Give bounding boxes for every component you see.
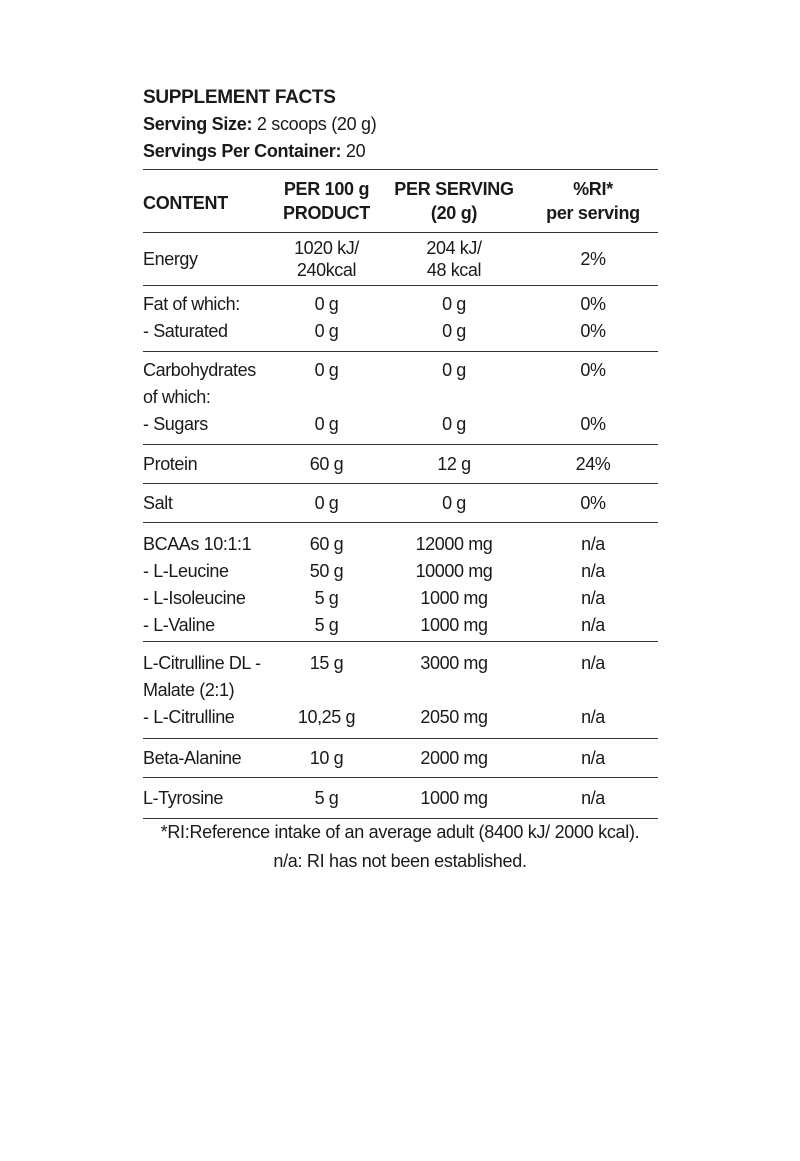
- leucine-ri: n/a: [581, 561, 605, 581]
- table-row: [143, 558, 658, 585]
- empty-cell: [273, 384, 380, 411]
- sugars-perserving: 0 g: [442, 414, 466, 434]
- bcaa-name: BCAAs 10:1:1: [143, 534, 252, 554]
- energy-name: Energy: [143, 248, 198, 269]
- header-per100-line1: PER 100 g: [283, 179, 370, 199]
- carbohydrates-per100: 0 g: [314, 360, 339, 380]
- serving-size-value: 2 scoops (20 g): [256, 114, 377, 134]
- isoleucine-ri: n/a: [581, 588, 605, 608]
- table-row: [143, 357, 658, 384]
- supplement-facts-panel: [143, 84, 658, 819]
- sugars-ri: 0%: [580, 414, 606, 434]
- saturated-per100: 0 g: [314, 321, 339, 341]
- tyrosine-ri: n/a: [581, 787, 605, 808]
- beta-alanine-name: Beta-Alanine: [143, 747, 242, 768]
- sugars-per100: 0 g: [314, 414, 339, 434]
- tyrosine-perserving: 1000 mg: [420, 787, 488, 808]
- carbohydrates-name: Carbohydrates: [143, 360, 256, 380]
- citrulline-malate-name-cont: Malate (2:1): [143, 680, 235, 700]
- table-row: [143, 291, 658, 318]
- valine-name: - L-Valine: [143, 615, 215, 635]
- table-row-carbohydrates: [143, 352, 658, 445]
- energy-perserving: [380, 237, 528, 281]
- tyrosine-name: L-Tyrosine: [143, 787, 224, 808]
- beta-alanine-per100: 10 g: [309, 747, 344, 768]
- saturated-name: - Saturated: [143, 321, 228, 341]
- carbohydrates-perserving: 0 g: [442, 360, 466, 380]
- leucine-name: - L-Leucine: [143, 561, 229, 581]
- empty-cell: [273, 677, 380, 704]
- isoleucine-perserving: 1000 mg: [420, 588, 488, 608]
- salt-ri: 0%: [580, 492, 606, 513]
- beta-alanine-ri: n/a: [581, 747, 605, 768]
- panel-title: SUPPLEMENT FACTS: [143, 87, 336, 108]
- salt-perserving: 0 g: [442, 492, 466, 513]
- energy-ri: 2%: [580, 248, 606, 269]
- citrulline-malate-per100: 15 g: [309, 653, 344, 673]
- salt-per100: 0 g: [314, 492, 339, 513]
- empty-cell: [380, 677, 528, 704]
- header-ri: [528, 170, 658, 232]
- energy-perserving-line1: 204 kJ/: [426, 238, 482, 258]
- header-perserving-line2: (20 g): [430, 203, 478, 223]
- citrulline-perserving: 2050 mg: [420, 707, 488, 727]
- saturated-ri: 0%: [580, 321, 606, 341]
- table-row: [143, 411, 658, 438]
- footnote-ri: *RI:Reference intake of an average adult (8400 kJ/ 2000 kcal).: [160, 822, 640, 842]
- valine-ri: n/a: [581, 615, 605, 635]
- footnote-na: n/a: RI has not been established.: [273, 851, 527, 871]
- beta-alanine-perserving: 2000 mg: [420, 747, 488, 768]
- valine-per100: 5 g: [314, 615, 339, 635]
- servings-per-container: [143, 138, 658, 165]
- table-row-citrulline: [143, 642, 658, 739]
- fat-perserving: 0 g: [442, 294, 466, 314]
- bcaa-ri: n/a: [581, 534, 605, 554]
- carbohydrates-ri: 0%: [580, 360, 606, 380]
- citrulline-name: - L-Citrulline: [143, 707, 235, 727]
- table-row: [143, 384, 658, 411]
- header-ri-line1: %RI*: [573, 179, 613, 199]
- header-perserving-line1: PER SERVING: [394, 179, 514, 199]
- table-row-beta-alanine: [143, 739, 658, 778]
- energy-per100: [273, 237, 380, 281]
- empty-cell: [528, 677, 658, 704]
- header-perserving: [380, 170, 528, 232]
- table-row: [143, 650, 658, 677]
- citrulline-malate-ri: n/a: [581, 653, 605, 673]
- bcaa-per100: 60 g: [309, 534, 344, 554]
- sugars-name: - Sugars: [143, 414, 208, 434]
- table-row-energy: [143, 233, 658, 286]
- energy-per100-line1: 1020 kJ/: [294, 238, 359, 258]
- table-row-salt: [143, 484, 658, 523]
- table-row: [143, 318, 658, 345]
- fat-ri: 0%: [580, 294, 606, 314]
- table-row: [143, 612, 658, 639]
- citrulline-malate-perserving: 3000 mg: [420, 653, 488, 673]
- leucine-per100: 50 g: [309, 561, 344, 581]
- header-content: [143, 170, 273, 232]
- header-content-label: CONTENT: [143, 193, 228, 213]
- saturated-perserving: 0 g: [442, 321, 466, 341]
- empty-cell: [528, 384, 658, 411]
- citrulline-malate-name: L-Citrulline DL -: [143, 653, 261, 673]
- serving-size: [143, 111, 658, 138]
- table-row-bcaa: [143, 523, 658, 642]
- citrulline-ri: n/a: [581, 707, 605, 727]
- header-ri-line2: per serving: [546, 203, 640, 223]
- table-row-tyrosine: [143, 778, 658, 819]
- servings-per-container-label: Servings Per Container:: [143, 141, 342, 161]
- table-row: [143, 531, 658, 558]
- servings-per-container-value: 20: [345, 141, 366, 161]
- table-row-fat: [143, 286, 658, 352]
- table-row: [143, 677, 658, 704]
- leucine-perserving: 10000 mg: [415, 561, 493, 581]
- table-header-row: [143, 170, 658, 233]
- fat-per100: 0 g: [314, 294, 339, 314]
- empty-cell: [380, 384, 528, 411]
- salt-name: Salt: [143, 492, 173, 513]
- tyrosine-per100: 5 g: [314, 787, 339, 808]
- protein-per100: 60 g: [309, 453, 344, 474]
- table-row: [143, 704, 658, 731]
- footnote: [100, 818, 700, 876]
- citrulline-per100: 10,25 g: [297, 707, 356, 727]
- serving-size-label: Serving Size:: [143, 114, 253, 134]
- protein-name: Protein: [143, 453, 198, 474]
- energy-perserving-line2: 48 kcal: [426, 260, 482, 280]
- energy-per100-line2: 240kcal: [296, 260, 357, 280]
- bcaa-perserving: 12000 mg: [415, 534, 493, 554]
- isoleucine-name: - L-Isoleucine: [143, 588, 246, 608]
- protein-perserving: 12 g: [437, 453, 471, 474]
- isoleucine-per100: 5 g: [314, 588, 339, 608]
- fat-name: Fat of which:: [143, 294, 240, 314]
- header-per100-line2: PRODUCT: [283, 203, 370, 223]
- carbohydrates-of-which: of which:: [143, 387, 211, 407]
- table-row-protein: [143, 445, 658, 484]
- header-per100: [273, 170, 380, 232]
- valine-perserving: 1000 mg: [420, 615, 488, 635]
- table-row: [143, 585, 658, 612]
- protein-ri: 24%: [575, 453, 611, 474]
